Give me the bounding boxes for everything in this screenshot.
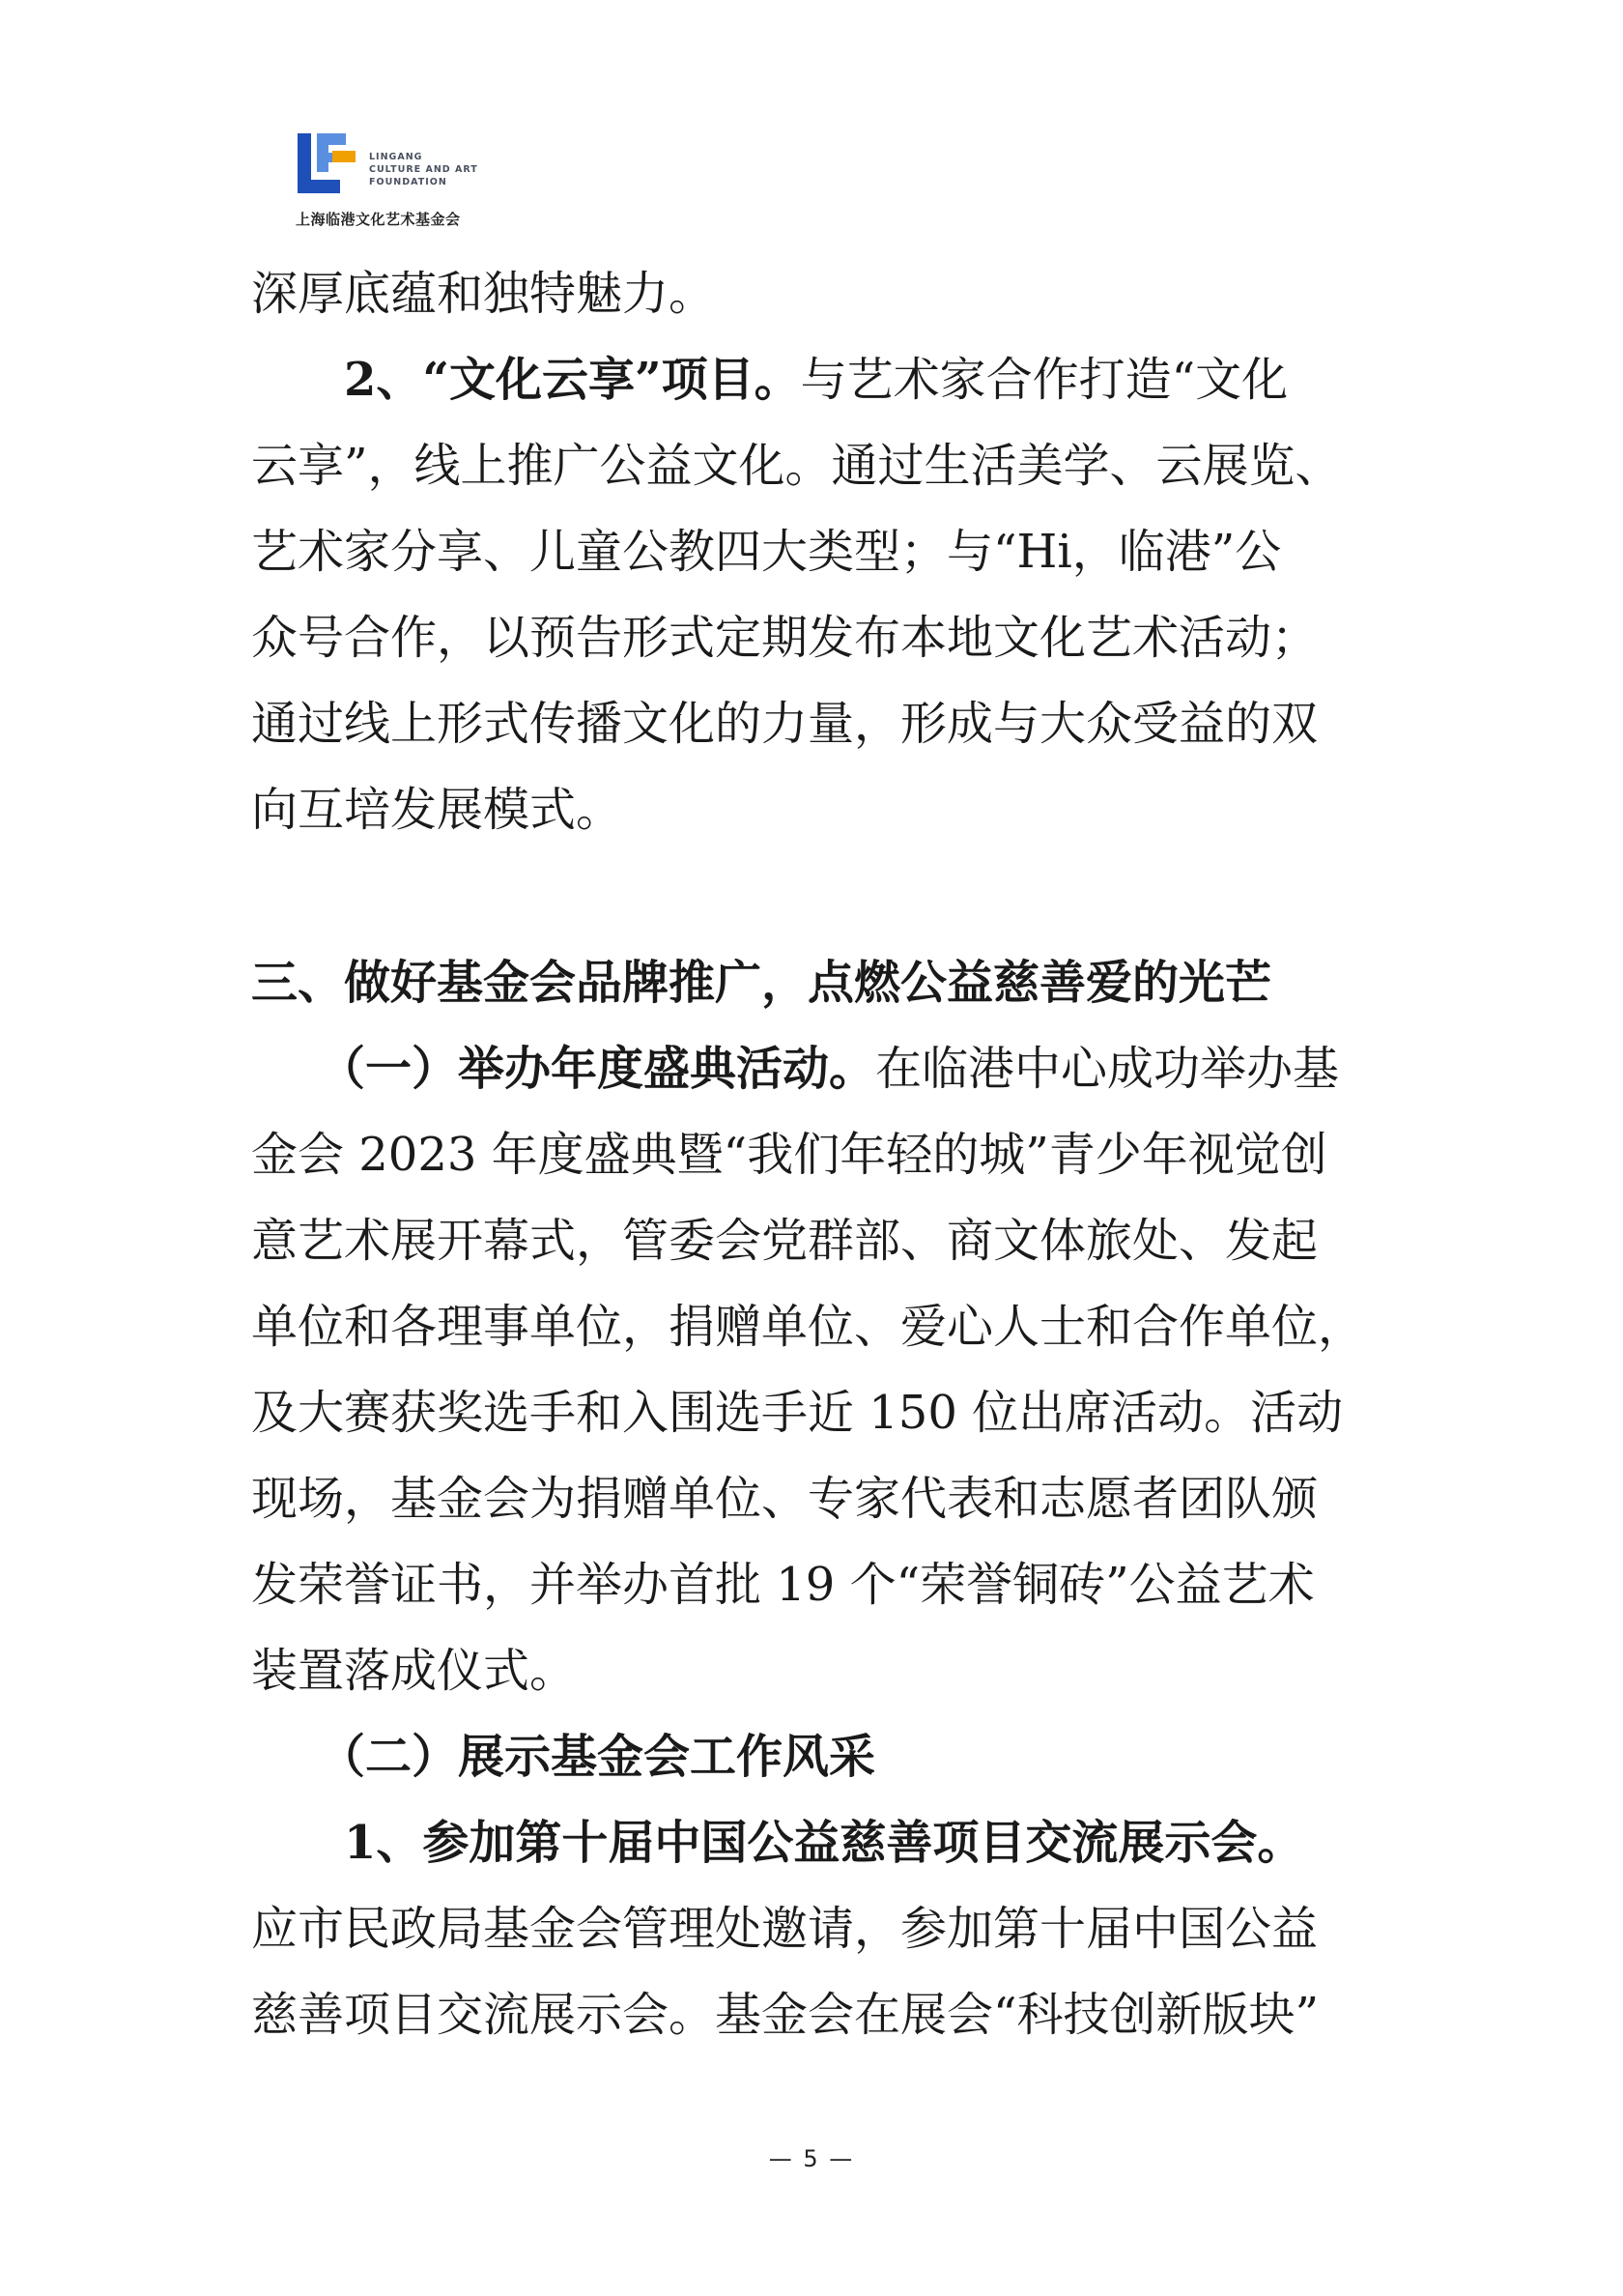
text-line: 众号合作，以预告形式定期发布本地文化艺术活动； bbox=[251, 611, 1319, 665]
logo-chinese-name: 上海临港文化艺术基金会 bbox=[296, 211, 461, 228]
text-line: 发荣誉证书，并举办首批 19 个“荣誉铜砖”公益艺术 bbox=[251, 1558, 1315, 1612]
section-heading: 三、做好基金会品牌推广，点燃公益慈善爱的光芒 bbox=[251, 956, 1272, 1010]
text-line: 意艺术展开幕式，管委会党群部、商文体旅处、发起 bbox=[251, 1214, 1319, 1268]
body-text bbox=[251, 251, 1391, 2058]
page-number: — 5 — bbox=[768, 2145, 855, 2172]
text-line: 云享”，线上推广公益文化。通过生活美学、云展览、 bbox=[251, 439, 1342, 493]
text-line: 及大赛获奖选手和入围选手近 150 位出席活动。活动 bbox=[251, 1386, 1344, 1440]
text-span: 与艺术家合作打造“文化 bbox=[800, 353, 1289, 407]
logo-en-line1: LINGANG bbox=[369, 152, 423, 162]
text-line bbox=[251, 337, 1391, 423]
text-line: 现场，基金会为捐赠单位、专家代表和志愿者团队颁 bbox=[251, 1472, 1319, 1526]
text-line: 装置落成仪式。 bbox=[251, 1644, 577, 1698]
paragraph-gap bbox=[251, 853, 1391, 940]
text-line: 向互培发展模式。 bbox=[251, 783, 623, 837]
subsection-heading: （一）举办年度盛典活动。 bbox=[319, 1042, 876, 1096]
logo-en-line2: CULTURE AND ART bbox=[369, 164, 478, 175]
text-line: 单位和各理事单位，捐赠单位、爱心人士和合作单位， bbox=[251, 1300, 1365, 1354]
text-line: 艺术家分享、儿童公教四大类型；与“Hi，临港”公 bbox=[251, 525, 1282, 579]
foundation-logo bbox=[290, 129, 522, 226]
item-heading: 1、参加第十届中国公益慈善项目交流展示会。 bbox=[344, 1816, 1304, 1870]
text-line: 通过线上形式传播文化的力量，形成与大众受益的双 bbox=[251, 697, 1319, 751]
text-line bbox=[251, 1026, 1391, 1112]
logo-english-name bbox=[369, 151, 478, 188]
text-line: 慈善项目交流展示会。基金会在展会“科技创新版块” bbox=[251, 1988, 1320, 2042]
text-line: 金会 2023 年度盛典暨“我们年轻的城”青少年视觉创 bbox=[251, 1128, 1327, 1182]
text-line: 应市民政局基金会管理处邀请，参加第十届中国公益 bbox=[251, 1902, 1319, 1956]
logo-en-line3: FOUNDATION bbox=[369, 177, 447, 187]
item-heading: 2、“文化云享”项目。 bbox=[344, 353, 801, 407]
subsection-heading: （二）展示基金会工作风采 bbox=[319, 1730, 876, 1784]
text-span: 在临港中心成功举办基 bbox=[875, 1042, 1340, 1096]
text-line: 深厚底蕴和独特魅力。 bbox=[251, 267, 716, 321]
logo-mark-icon bbox=[298, 129, 365, 197]
